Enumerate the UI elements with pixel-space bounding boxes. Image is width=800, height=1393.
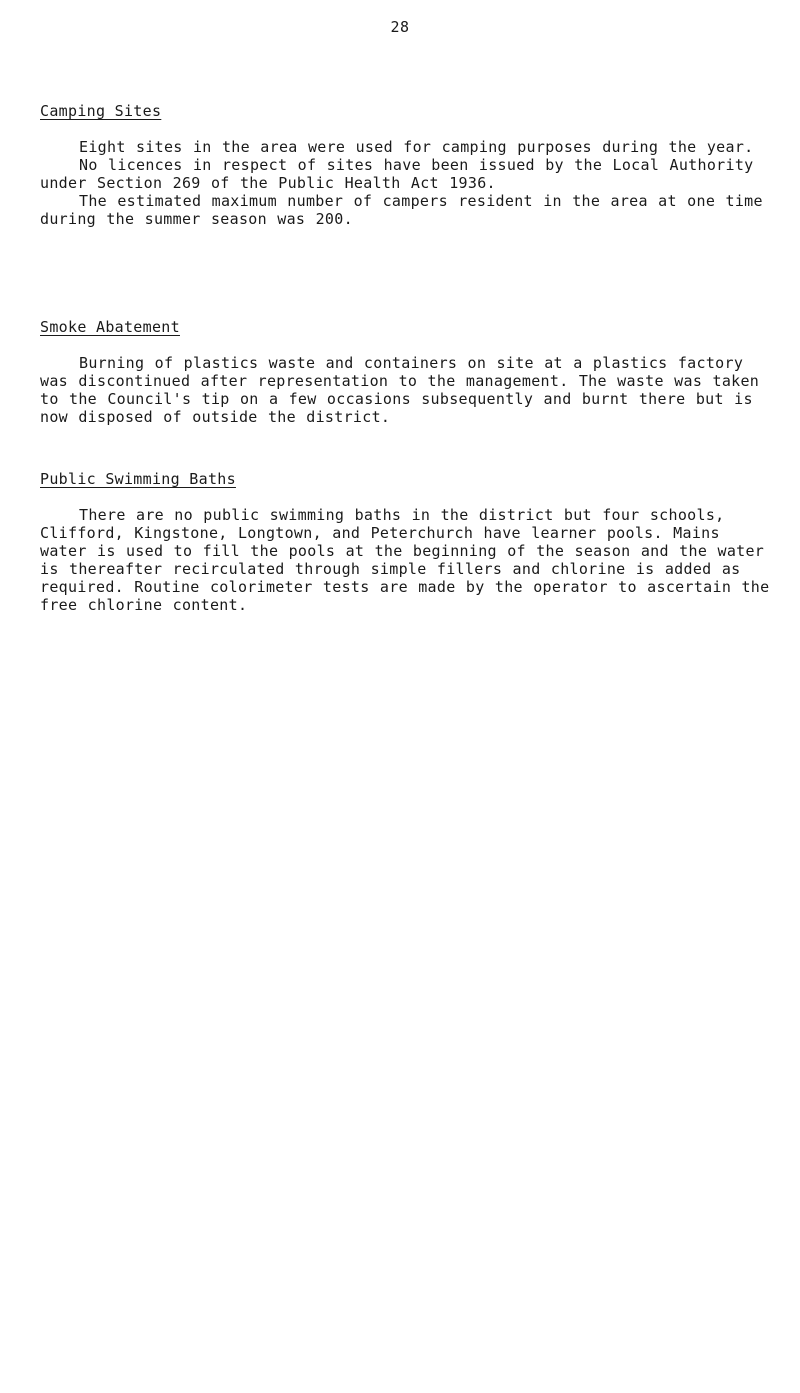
section-camping-sites [40,102,774,228]
paragraph: Eight sites in the area were used for camping purposes during the year. [79,138,754,156]
paragraph: No licences in respect of sites have been issued by the Local Authority under Section 269 of the Public Health Act 1936. [40,156,764,192]
page-number: 28 [390,18,410,36]
section-heading: Smoke Abatement [40,318,180,336]
section-public-swimming-baths [40,470,780,614]
section-heading: Camping Sites [40,102,162,120]
paragraph: Burning of plastics waste and containers on site at a plastics factory was discontinued after representation to the management. The waste was taken to the Council's tip on a few occasions subsequently and burnt there but is now disposed of outside the district. [40,354,770,426]
paragraph: There are no public swimming baths in the district but four schools, Clifford, Kingstone, Longtown, and Peterchurch have learner pools. Mains water is used to fill the pools at the beginning of the season and the water is thereafter recirculated through simple fillers and chlorine is added as required. Routine colorimeter tests are made by the operator to ascertain the free chlorine content. [40,506,780,614]
section-smoke-abatement [40,318,770,426]
paragraph: The estimated maximum number of campers resident in the area at one time during the summer season was 200. [40,192,774,228]
section-heading: Public Swimming Baths [40,470,236,488]
